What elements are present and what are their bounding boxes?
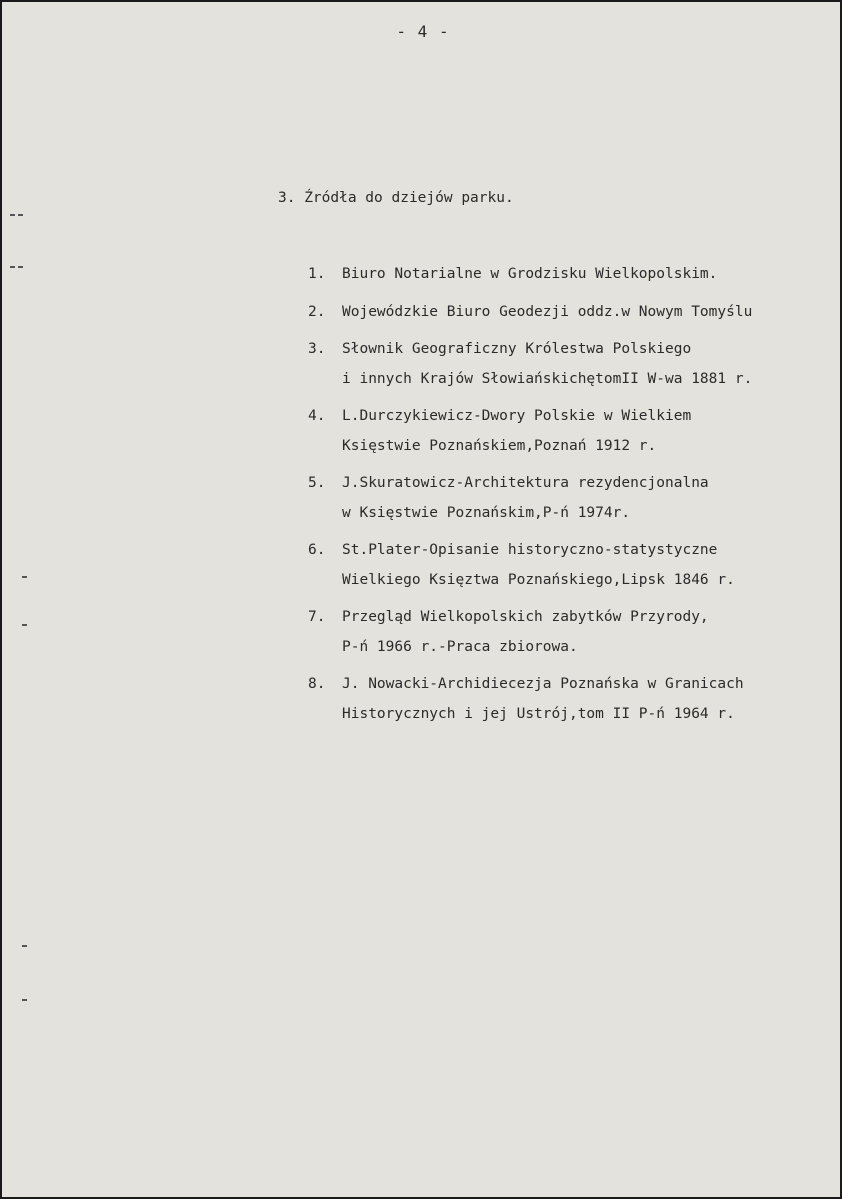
item-text: Biuro Notarialne w Grodzisku Wielkopolskim.	[342, 266, 718, 282]
item-text: J. Nowacki-Archidiecezja Poznańska w Granicach	[342, 676, 744, 692]
sources-list	[308, 260, 752, 737]
item-text: J.Skuratowicz-Architektura rezydencjonalna	[342, 475, 709, 491]
item-text: w Księstwie Poznańskim,P-ń 1974r.	[342, 504, 631, 521]
list-item	[308, 402, 752, 461]
item-text: P-ń 1966 r.-Praca zbiorowa.	[342, 638, 578, 655]
section-heading: 3. Źródła do dziejów parku.	[278, 190, 514, 206]
list-item	[308, 536, 752, 595]
list-item	[308, 670, 752, 729]
list-item	[308, 335, 752, 394]
margin-mark	[18, 266, 23, 268]
margin-mark	[22, 576, 27, 578]
item-number: 4.	[308, 408, 326, 424]
item-text: Słownik Geograficzny Królestwa Polskiego	[342, 341, 692, 357]
margin-mark	[18, 214, 23, 216]
item-text: Przegląd Wielkopolskich zabytków Przyrody,	[342, 609, 709, 625]
list-item	[308, 469, 752, 528]
margin-mark	[22, 999, 27, 1001]
margin-mark	[10, 266, 15, 268]
item-text: Księstwie Poznańskiem,Poznań 1912 r.	[342, 437, 657, 454]
item-number: 3.	[308, 341, 326, 357]
list-item	[308, 298, 752, 328]
item-number: 8.	[308, 676, 326, 692]
item-text: i innych Krajów SłowiańskichętomII W-wa 1881 r.	[342, 370, 753, 387]
list-item	[308, 603, 752, 662]
item-number: 6.	[308, 542, 326, 558]
item-text: Wielkiego Księztwa Poznańskiego,Lipsk 1846 r.	[342, 571, 735, 588]
item-text: Historycznych i jej Ustrój,tom II P-ń 1964 r.	[342, 705, 735, 722]
margin-mark	[22, 945, 27, 947]
margin-mark	[22, 624, 27, 626]
item-text: Wojewódzkie Biuro Geodezji oddz.w Nowym Tomyślu	[342, 303, 753, 320]
margin-mark	[10, 214, 15, 216]
item-number: 2.	[308, 303, 326, 320]
list-item	[308, 260, 752, 290]
item-number: 7.	[308, 609, 326, 625]
item-text: L.Durczykiewicz-Dwory Polskie w Wielkiem	[342, 408, 692, 424]
item-number: 5.	[308, 475, 326, 491]
page-number: - 4 -	[396, 22, 450, 41]
item-text: St.Plater-Opisanie historyczno-statystyczne	[342, 542, 718, 558]
item-number: 1.	[308, 266, 326, 282]
